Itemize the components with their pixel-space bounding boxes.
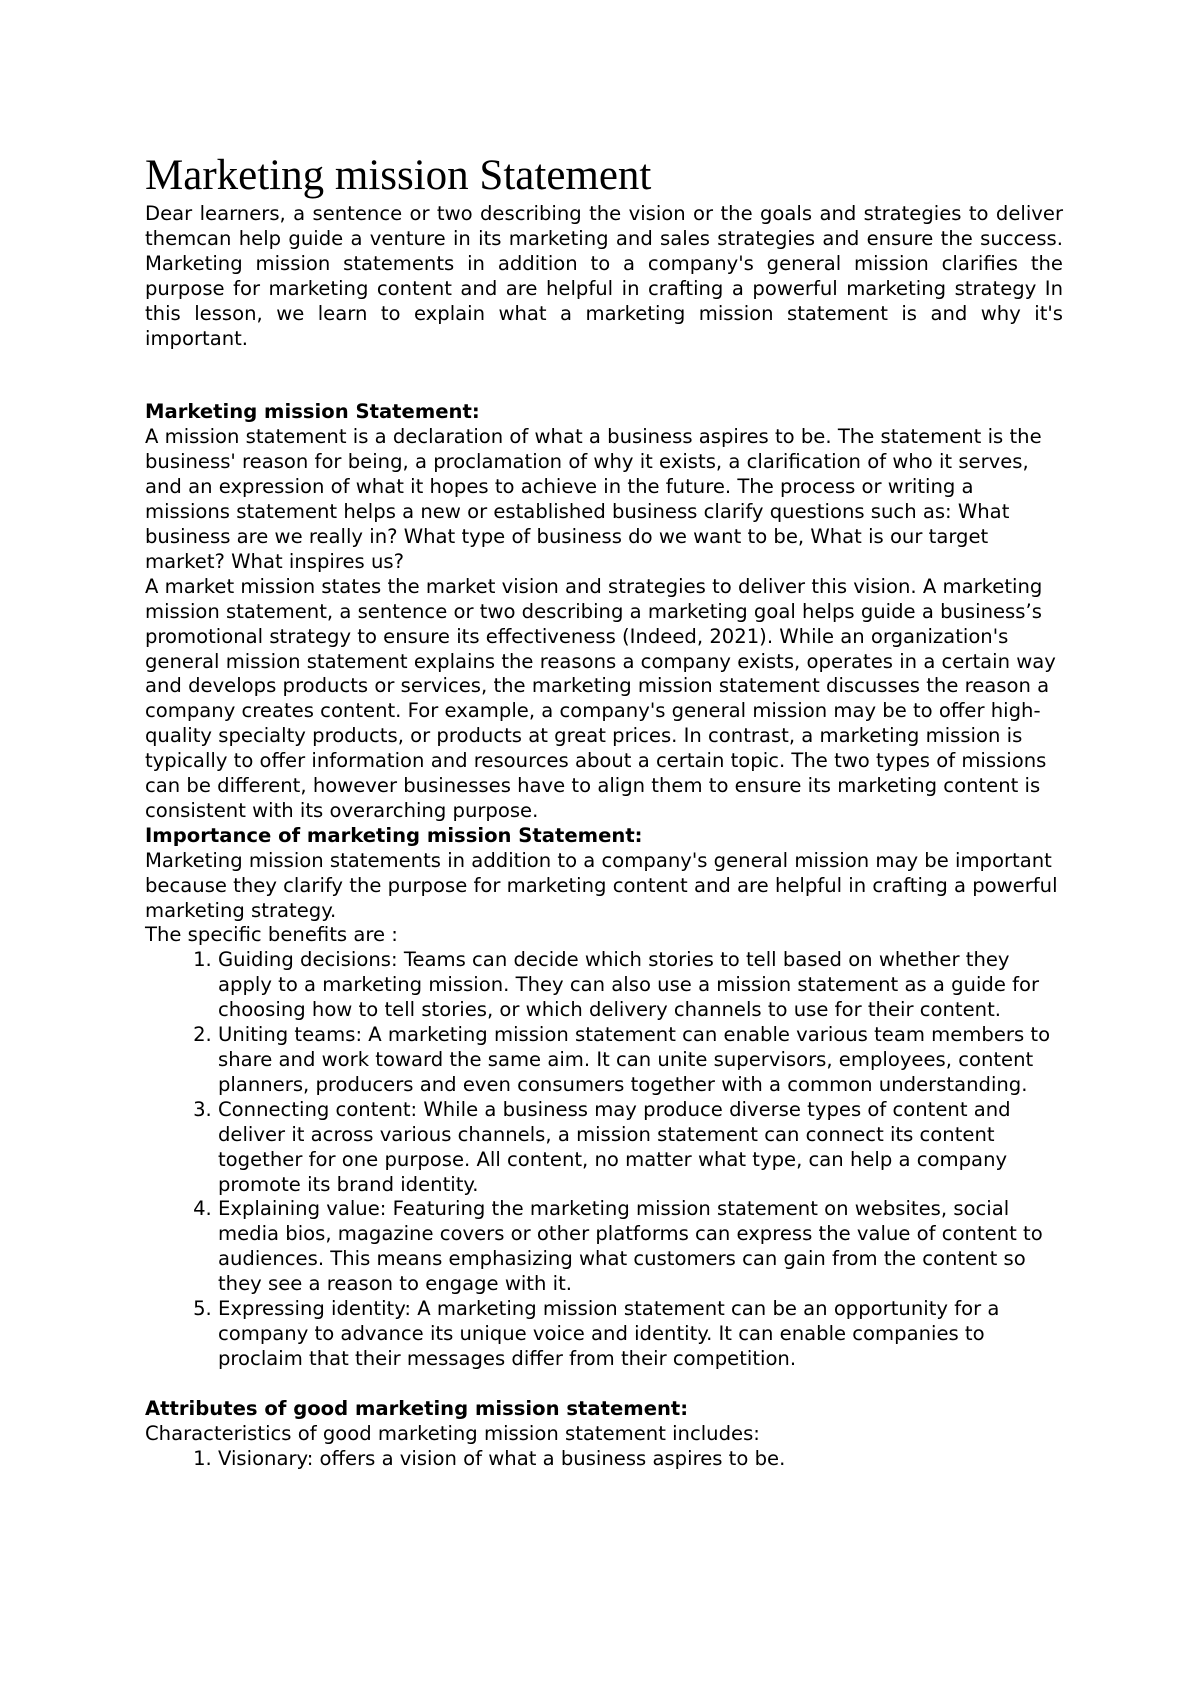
importance-paragraph: Marketing mission statements in addition to a company's general mission may be important because they clarify the purpose for marketing content and are helpful in crafting a powerful marketing strategy. xyxy=(145,848,1058,922)
list-item: 5. Expressing identity: A marketing mission statement can be an opportunity for a company to advance its unique voice and identity. It can enable companies to proclaim that their messages differ from their competition. xyxy=(218,1297,1063,1372)
list-item: 4. Explaining value: Featuring the marketing mission statement on websites, social media bios, magazine covers or other platforms can express the value of content to audiences. This means emphasizing what customers can gain from the content so they see a reason to engage with it. xyxy=(218,1197,1063,1297)
spacer xyxy=(145,351,1063,400)
list-item: 2. Uniting teams: A marketing mission statement can enable various team members to share and work toward the same aim. It can unite supervisors, employees, content planners, producers and even consumers together with a common understanding. xyxy=(218,1023,1063,1098)
section-heading-attributes: Attributes of good marketing mission statement: xyxy=(145,1396,689,1420)
list-item: 3. Connecting content: While a business may produce diverse types of content and deliver it across various channels, a mission statement can connect its content together for one purpose. All content, no matter what type, can help a company promote its brand identity. xyxy=(218,1098,1063,1198)
mission-statement-paragraph-2: A market mission states the market vision and strategies to deliver this vision. A marketing mission statement, a sentence or two describing a marketing goal helps guide a business’s promotional strategy to ensure its effectiveness (Indeed, 2021). While an organization's general mission statement explains the reasons a company exists, operates in a certain way and develops products or services, the marketing mission statement discusses the reason a company creates content. For example, a company's general mission may be to offer high-quality specialty products, or products at great prices. In contrast, a marketing mission is typically to offer information and resources about a certain topic. The two types of missions can be different, however businesses have to align them to ensure its marketing content is consistent with its overarching purpose. xyxy=(145,574,1056,822)
spacer xyxy=(145,1372,1063,1397)
attributes-list xyxy=(145,1447,1063,1472)
mission-statement-paragraph-1: A mission statement is a declaration of what a business aspires to be. The statement is the business' reason for being, a proclamation of why it exists, a clarification of who it serves, and an expression of what it hopes to achieve in the future. The process or writing a missions statement helps a new or established business clarify questions such as: What business are we really in? What type of business do we want to be, What is our target market? What inspires us? xyxy=(145,425,1042,573)
attributes-paragraph: Characteristics of good marketing mission statement includes: xyxy=(145,1421,760,1445)
list-item: 1. Visionary: offers a vision of what a business aspires to be. xyxy=(218,1447,1063,1472)
document-page xyxy=(145,152,1063,1472)
benefits-list xyxy=(145,948,1063,1371)
benefits-intro: The specific benefits are : xyxy=(145,923,398,947)
list-item: 1. Guiding decisions: Teams can decide which stories to tell based on whether they apply to a marketing mission. They can also use a mission statement as a guide for choosing how to tell stories, or which delivery channels to use for their content. xyxy=(218,948,1063,1023)
section-heading-importance: Importance of marketing mission Statement: xyxy=(145,823,643,847)
section-heading-mission-statement: Marketing mission Statement: xyxy=(145,400,480,424)
document-title: Marketing mission Statement xyxy=(145,152,652,199)
intro-paragraph: Dear learners, a sentence or two describing the vision or the goals and strategies to deliver themcan help guide a venture in its marketing and sales strategies and ensure the success. Marketing mission statements in addition to a company's general mission clarifies the purpose for marketing content and are helpful in crafting a powerful marketing strategy In this lesson, we learn to explain what a marketing mission statement is and why it's important. xyxy=(145,202,1063,350)
